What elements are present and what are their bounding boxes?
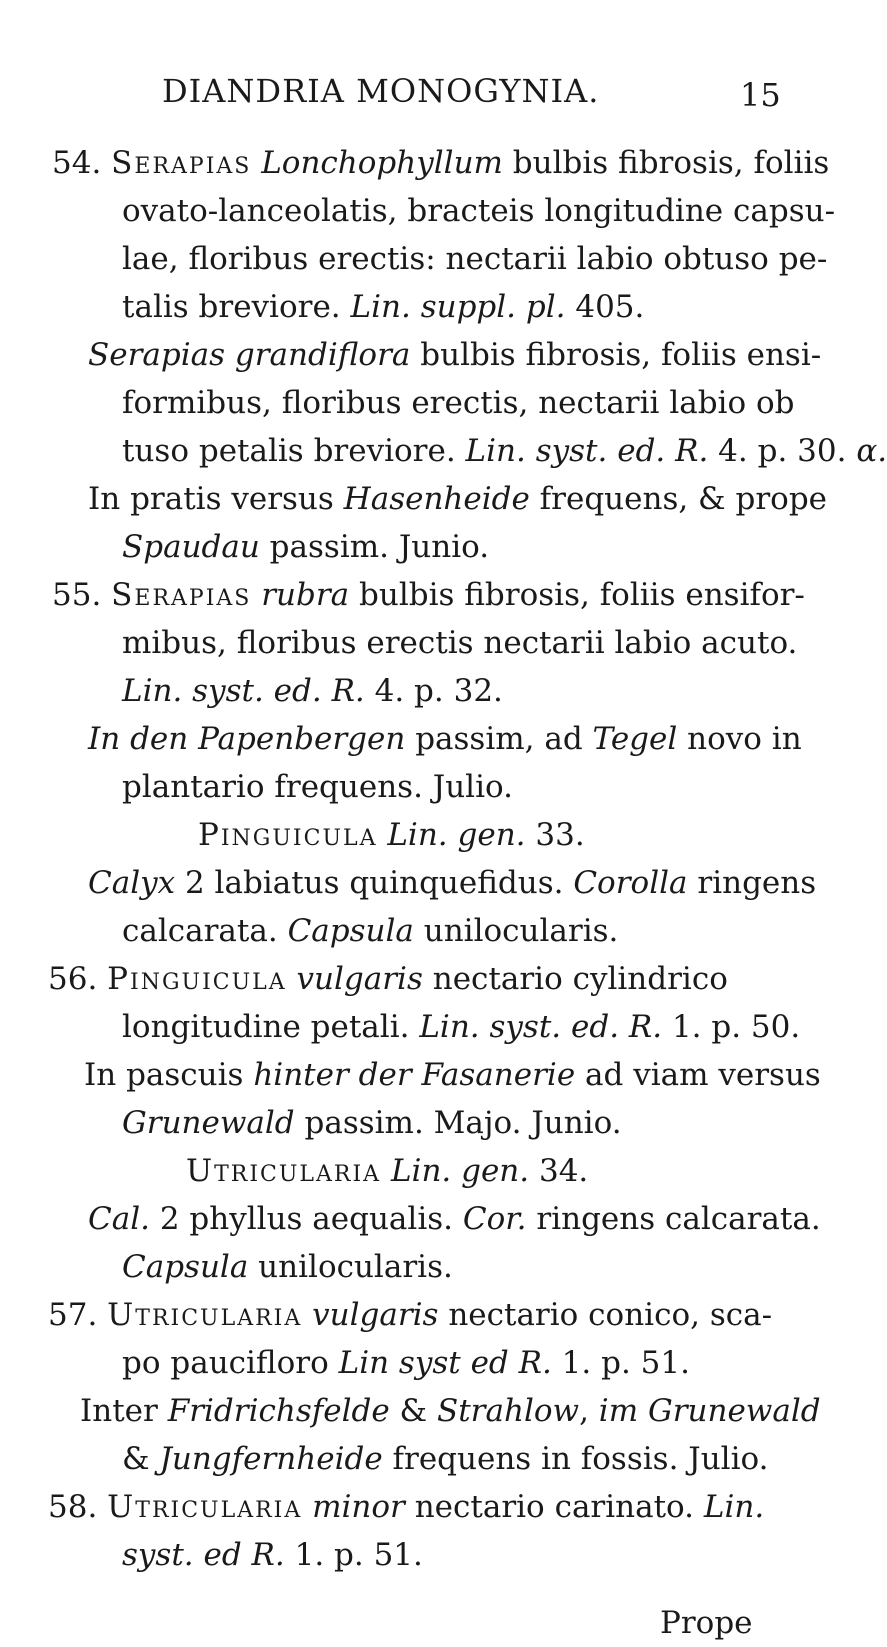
italic-text: Strahlow: [436, 1393, 580, 1429]
genus-name: Pinguicula: [198, 817, 378, 853]
text-segment: 405.: [565, 289, 645, 325]
italic-text: im Grunewald: [598, 1393, 821, 1429]
genus-name: Pinguicula: [107, 961, 287, 997]
italic-text: Lin. gen.: [387, 817, 526, 853]
text-line: [122, 1004, 800, 1051]
text-segment: frequens in fossis. Julio.: [382, 1441, 769, 1477]
text-segment: 4. p. 30.: [708, 433, 857, 469]
text-line: [122, 524, 489, 571]
italic-text: Spaudau: [122, 529, 260, 565]
italic-text: Capsula: [122, 1249, 249, 1285]
text-segment: 56.: [48, 961, 108, 997]
text-segment: bulbis fibrosis, foliis ensifor-: [349, 577, 805, 613]
text-segment: tuso petalis breviore.: [122, 433, 466, 469]
text-segment: nectario carinato.: [404, 1489, 704, 1525]
text-segment: 58.: [48, 1489, 108, 1525]
text-line: [122, 284, 644, 331]
text-line: [122, 188, 835, 235]
italic-text: Jungfernheide: [159, 1441, 383, 1477]
text-line: [48, 956, 728, 1003]
italic-text: α.: [856, 433, 887, 469]
italic-text: Lin. syst. ed. R.: [122, 673, 365, 709]
italic-text: Lin syst ed R.: [338, 1345, 552, 1381]
text-segment: [287, 961, 297, 997]
text-segment: ringens: [687, 865, 817, 901]
italic-text: Lin. gen.: [390, 1153, 530, 1189]
text-segment: 55.: [52, 577, 112, 613]
text-line: [122, 236, 827, 283]
text-segment: nectario conico, sca-: [438, 1297, 773, 1333]
text-segment: ringens calcarata.: [526, 1201, 821, 1237]
text-segment: novo in: [677, 721, 802, 757]
text-line: [88, 332, 821, 379]
italic-text: Lin. syst. ed. R.: [419, 1009, 663, 1045]
text-segment: [381, 1153, 391, 1189]
italic-text: Tegel: [592, 721, 678, 757]
text-line: [186, 1148, 588, 1195]
text-segment: ,: [579, 1393, 599, 1429]
text-segment: passim. Junio.: [259, 529, 490, 565]
text-segment: bulbis fibrosis, foliis ensi-: [410, 337, 822, 373]
text-segment: [251, 577, 261, 613]
text-line: [122, 908, 618, 955]
italic-text: Serapias grandiflora: [88, 337, 411, 373]
text-segment: talis breviore.: [122, 289, 351, 325]
genus-name: Utricularia: [107, 1489, 303, 1525]
text-segment: 1. p. 50.: [662, 1009, 801, 1045]
italic-text: Corolla: [573, 865, 688, 901]
italic-text: vulgaris: [312, 1297, 439, 1333]
text-segment: 4. p. 32.: [364, 673, 503, 709]
italic-text: Fridrichsfelde: [167, 1393, 390, 1429]
text-segment: 57.: [48, 1297, 108, 1333]
text-segment: In pascuis: [84, 1057, 254, 1093]
italic-text: Lin. suppl. pl.: [350, 289, 566, 325]
header-title: DIANDRIA MONOGYNIA.: [162, 72, 600, 110]
text-segment: 33.: [525, 817, 585, 853]
text-segment: [302, 1297, 312, 1333]
text-line: [660, 1600, 753, 1647]
genus-name: Utricularia: [186, 1153, 382, 1189]
italic-text: Lin. syst. ed. R.: [465, 433, 709, 469]
text-line: [52, 140, 829, 187]
italic-text: Lin.: [703, 1489, 765, 1525]
text-segment: po paucifloro: [122, 1345, 339, 1381]
text-line: [198, 812, 585, 859]
text-segment: [251, 145, 261, 181]
text-segment: 54.: [52, 145, 112, 181]
text-segment: ovato-lanceolatis, bracteis longitudine capsu-: [122, 193, 836, 229]
italic-text: Capsula: [287, 913, 414, 949]
text-segment: unilocularis.: [248, 1249, 453, 1285]
text-line: [48, 1292, 772, 1339]
text-line: [122, 1244, 453, 1291]
text-segment: 2 phyllus aequalis.: [149, 1201, 463, 1237]
italic-text: hinter der Fasanerie: [253, 1057, 576, 1093]
text-segment: [377, 817, 387, 853]
text-line: [122, 380, 795, 427]
text-segment: passim. Majo. Junio.: [294, 1105, 622, 1141]
page-number: 15: [740, 76, 781, 114]
text-line: [122, 428, 887, 475]
italic-text: In den Papenbergen: [88, 721, 406, 757]
italic-text: minor: [312, 1489, 405, 1525]
text-line: [122, 1100, 622, 1147]
text-segment: [302, 1489, 312, 1525]
italic-text: Cal.: [88, 1201, 150, 1237]
text-segment: &: [389, 1393, 437, 1429]
italic-text: Grunewald: [122, 1105, 295, 1141]
italic-text: rubra: [261, 577, 350, 613]
text-segment: calcarata.: [122, 913, 288, 949]
text-segment: 34.: [529, 1153, 589, 1189]
text-segment: Inter: [80, 1393, 168, 1429]
text-segment: unilocularis.: [413, 913, 619, 949]
text-line: [122, 620, 797, 667]
italic-text: vulgaris: [296, 961, 423, 997]
text-line: [52, 572, 805, 619]
text-segment: In pratis versus: [88, 481, 344, 517]
text-line: [88, 860, 816, 907]
text-line: [48, 1484, 764, 1531]
text-line: [88, 1196, 821, 1243]
running-header: [0, 68, 830, 118]
text-segment: 1. p. 51.: [551, 1345, 690, 1381]
text-segment: ad viam versus: [575, 1057, 821, 1093]
text-segment: 2 labiatus quinquefidus.: [175, 865, 574, 901]
text-segment: passim, ad: [405, 721, 593, 757]
text-line: [88, 476, 827, 523]
text-line: [122, 1436, 768, 1483]
italic-text: Hasenheide: [343, 481, 530, 517]
italic-text: syst. ed R.: [122, 1537, 285, 1573]
text-segment: 1. p. 51.: [284, 1537, 423, 1573]
genus-name: Serapias: [111, 577, 252, 613]
text-line: [122, 764, 513, 811]
text-line: [80, 1388, 821, 1435]
italic-text: Cor.: [462, 1201, 527, 1237]
text-segment: frequens, & prope: [529, 481, 828, 517]
text-line: [88, 716, 802, 763]
italic-text: Calyx: [88, 865, 176, 901]
text-segment: Prope: [660, 1605, 753, 1641]
text-segment: plantario frequens. Julio.: [122, 769, 513, 805]
italic-text: Lonchophyllum: [261, 145, 503, 181]
text-segment: lae, floribus erectis: nectarii labio obtuso pe-: [122, 241, 828, 277]
text-segment: nectario cylindrico: [422, 961, 728, 997]
genus-name: Serapias: [111, 145, 252, 181]
text-segment: &: [122, 1441, 160, 1477]
text-segment: bulbis fibrosis, foliis: [502, 145, 830, 181]
genus-name: Utricularia: [107, 1297, 303, 1333]
text-segment: formibus, floribus erectis, nectarii labio ob: [122, 385, 795, 421]
text-segment: longitudine petali.: [122, 1009, 420, 1045]
text-line: [122, 668, 503, 715]
text-line: [122, 1532, 423, 1579]
text-segment: mibus, floribus erectis nectarii labio acuto.: [122, 625, 798, 661]
text-line: [84, 1052, 821, 1099]
text-line: [122, 1340, 690, 1387]
